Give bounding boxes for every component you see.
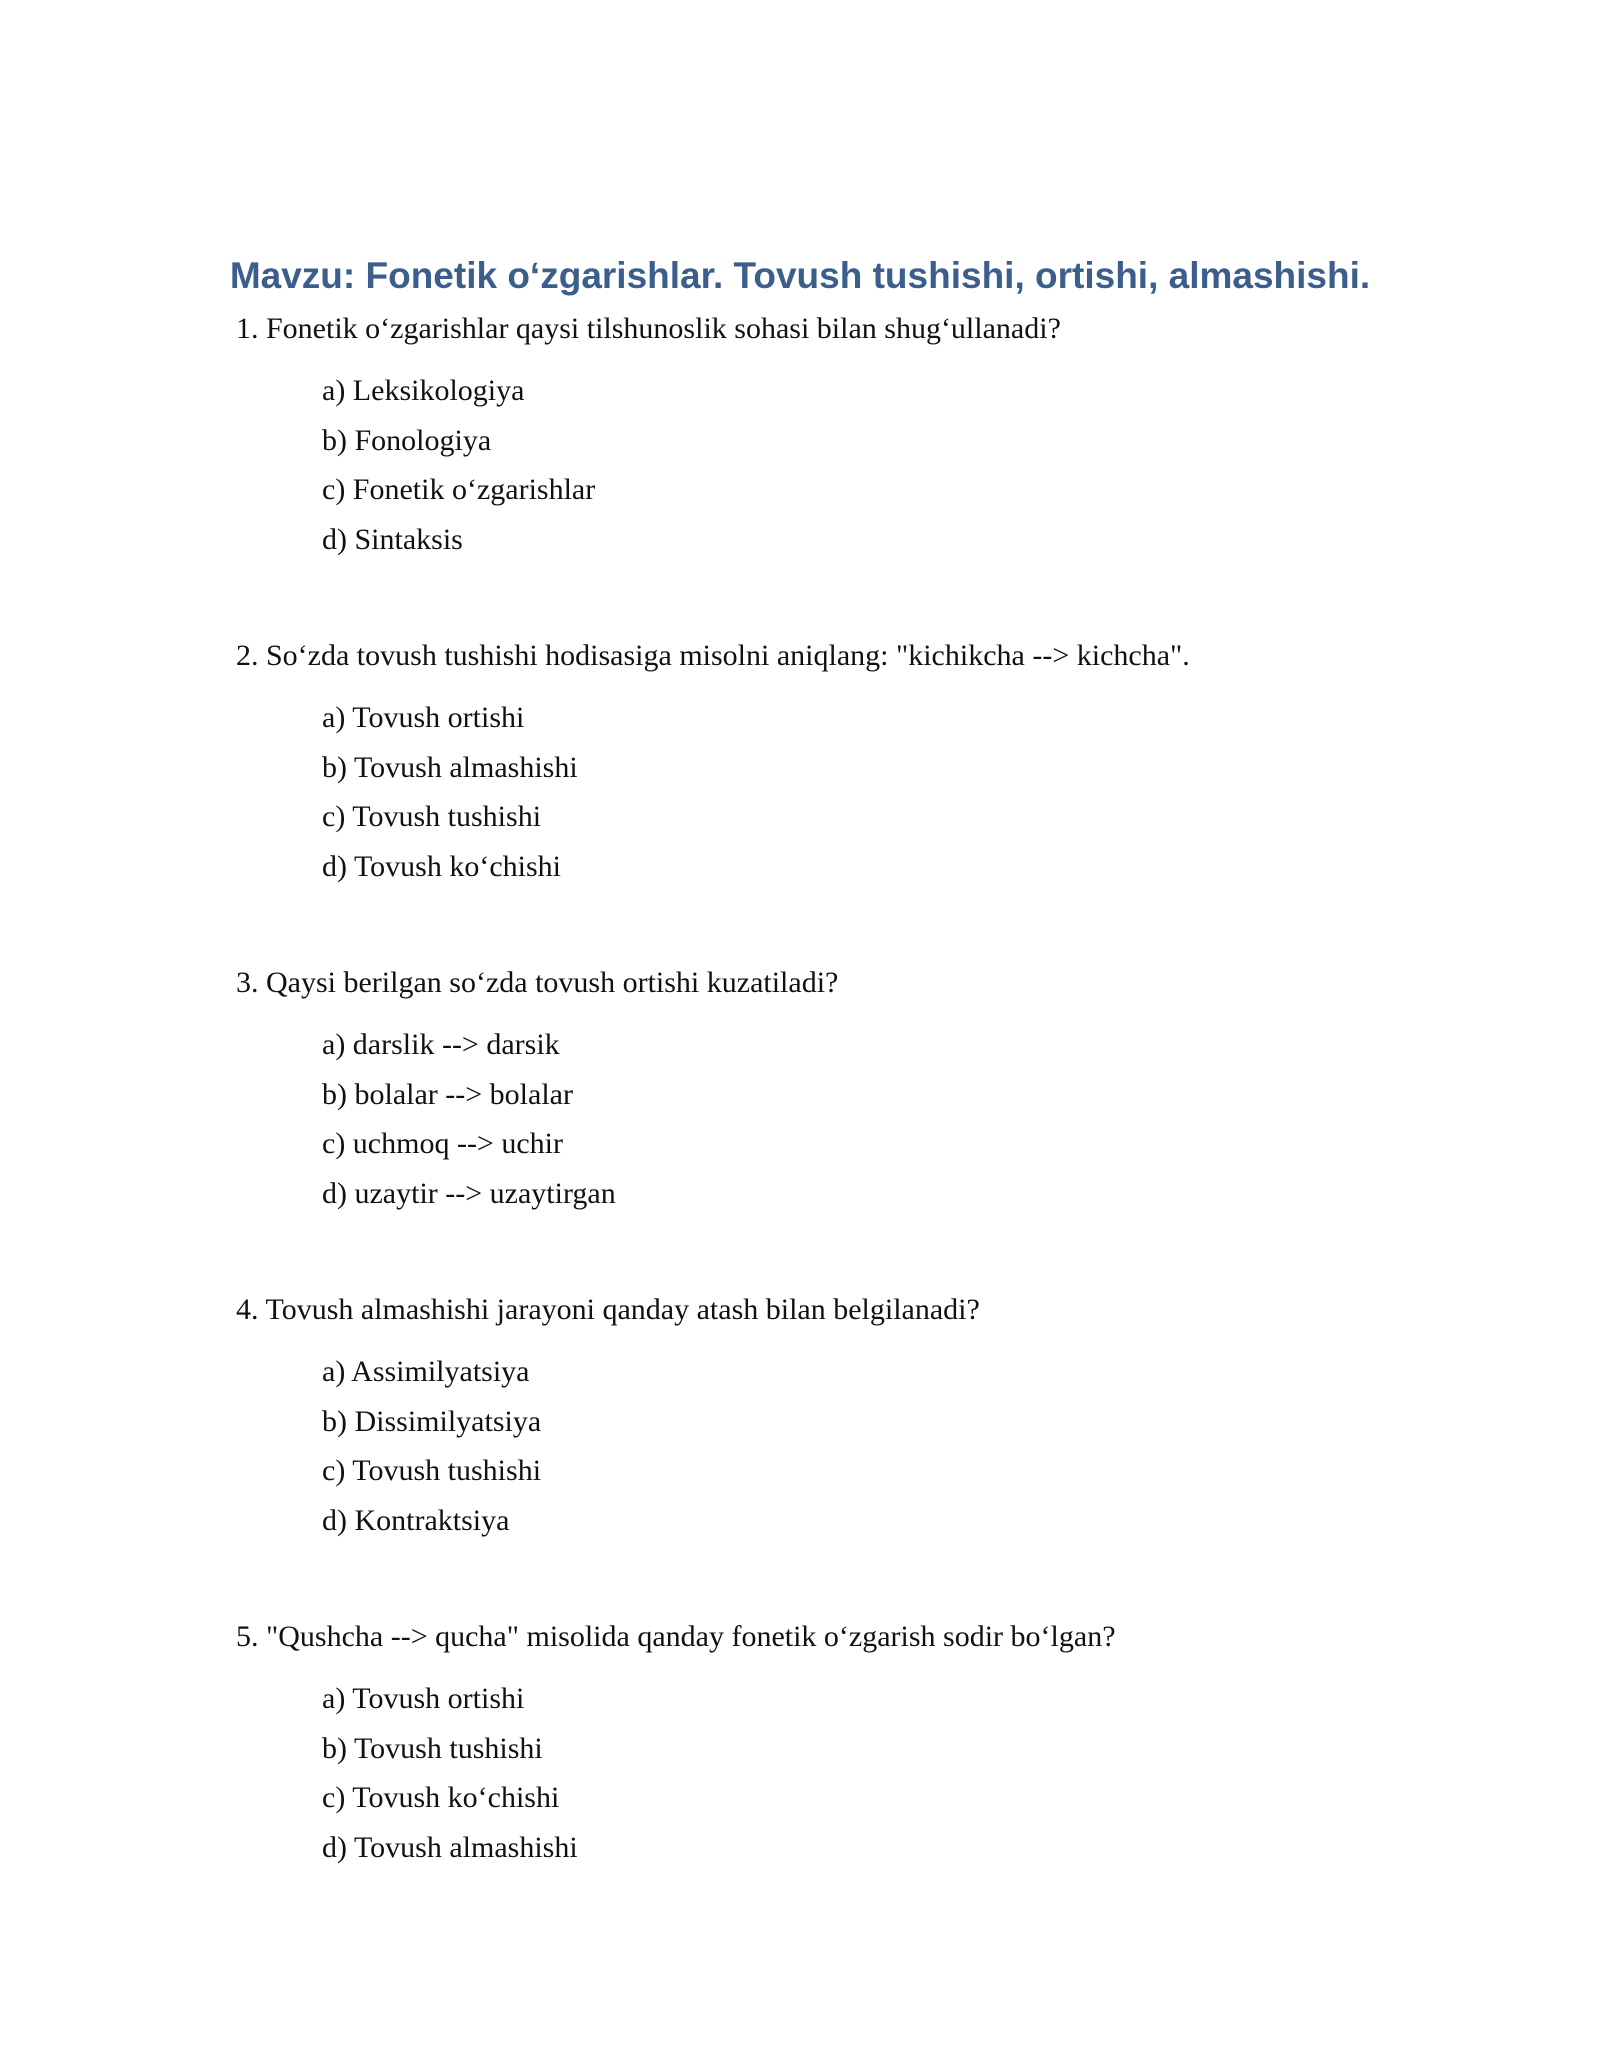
- answer-option-d: d) Tovush ko‘chishi: [322, 849, 562, 883]
- answer-option-a: a) Leksikologiya: [322, 374, 525, 407]
- answer-option-a: a) darslik --> darsik: [322, 1028, 560, 1061]
- answer-options: [236, 366, 1436, 564]
- answer-option-b: b) Fonologiya: [322, 423, 492, 457]
- answer-option-c: c) Tovush ko‘chishi: [322, 1781, 560, 1814]
- answer-option-b: b) bolalar --> bolalar: [322, 1077, 573, 1111]
- answer-option-d: d) Sintaksis: [322, 522, 463, 556]
- question-text: 5. "Qushcha --> qucha" misolida qanday fonetik o‘zgarish sodir bo‘lgan?: [236, 1620, 1116, 1653]
- answer-options: [236, 1020, 1436, 1218]
- answer-options: [236, 1674, 1436, 1872]
- question-text: 4. Tovush almashishi jarayoni qanday atash bilan belgilanadi?: [236, 1293, 980, 1326]
- question-2: [236, 636, 1436, 891]
- answer-option-a: a) Tovush ortishi: [322, 701, 525, 734]
- question-list: [236, 309, 1436, 1944]
- question-text: 3. Qaysi berilgan so‘zda tovush ortishi kuzatiladi?: [236, 966, 839, 999]
- answer-option-c: c) uchmoq --> uchir: [322, 1127, 563, 1160]
- question-text: 1. Fonetik o‘zgarishlar qaysi tilshunoslik sohasi bilan shug‘ullanadi?: [236, 312, 1061, 345]
- answer-option-b: b) Dissimilyatsiya: [322, 1404, 542, 1438]
- question-text: 2. So‘zda tovush tushishi hodisasiga misolni aniqlang: "kichikcha --> kichcha".: [236, 639, 1190, 672]
- answer-option-a: a) Assimilyatsiya: [322, 1355, 530, 1388]
- answer-option-b: b) Tovush almashishi: [322, 750, 578, 784]
- question-1: [236, 309, 1436, 564]
- question-5: [236, 1617, 1436, 1872]
- answer-option-a: a) Tovush ortishi: [322, 1682, 525, 1715]
- answer-option-c: c) Fonetik o‘zgarishlar: [322, 473, 596, 506]
- document-title: Mavzu: Fonetik o‘zgarishlar. Tovush tushishi, ortishi, almashishi.: [229, 255, 1371, 296]
- answer-option-c: c) Tovush tushishi: [322, 1454, 542, 1487]
- answer-options: [236, 1347, 1436, 1545]
- answer-option-c: c) Tovush tushishi: [322, 800, 542, 833]
- answer-option-b: b) Tovush tushishi: [322, 1731, 543, 1765]
- question-4: [236, 1290, 1436, 1545]
- answer-option-d: d) Kontraktsiya: [322, 1503, 510, 1537]
- answer-option-d: d) Tovush almashishi: [322, 1830, 578, 1864]
- answer-options: [236, 693, 1436, 891]
- answer-option-d: d) uzaytir --> uzaytirgan: [322, 1176, 616, 1210]
- question-3: [236, 963, 1436, 1218]
